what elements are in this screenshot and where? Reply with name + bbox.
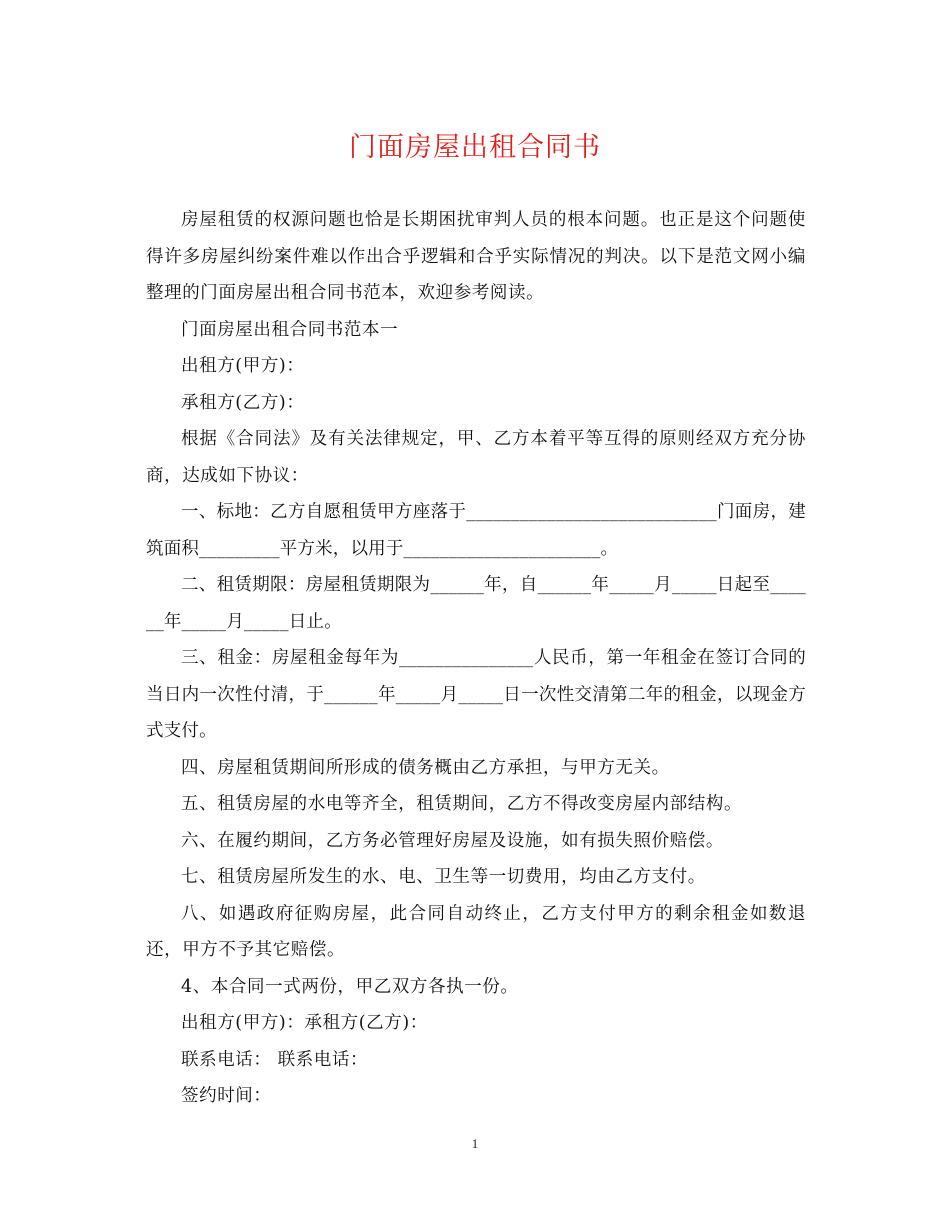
lessor-line: 出租方(甲方)： [181, 356, 305, 376]
signature-parties-line: 出租方(甲方)：承租方(乙方)： [181, 1013, 428, 1033]
template-heading: 门面房屋出租合同书范本一 [181, 319, 399, 340]
clause-utilities-structure: 五、租赁房屋的水电等齐全，租赁期间，乙方不得改变房屋内部结构。 [181, 794, 743, 814]
document-body [146, 202, 806, 1115]
clause-lease-term: 二、租赁期限：房屋租赁期限为______年，自______年_____月_____日起至______年_____月_____日止。 [146, 575, 806, 632]
clause-copies: 4、本合同一式两份，甲乙双方各执一份。 [181, 976, 519, 997]
contact-phone-line: 联系电话： 联系电话： [181, 1049, 369, 1070]
clause-maintenance: 六、在履约期间，乙方务必管理好房屋及设施，如有损失照价赔偿。 [181, 830, 724, 851]
intro-paragraph: 房屋租赁的权源问题也恰是长期困扰审判人员的根本问题。也正是这个问题使得许多房屋纠纷案件难以作出合乎逻辑和合乎实际情况的判决。以下是范文网小编整理的门面房屋出租合同书范本，欢迎参考阅读。 [146, 210, 806, 303]
clause-debts: 四、房屋租赁期间所形成的债务概由乙方承担，与甲方无关。 [181, 757, 670, 778]
clause-rent: 三、租金：房屋租金每年为_______________人民币，第一年租金在签订合同的当日内一次性付清，于______年_____月_____日一次性交清第二年的租金，以现金方式支付。 [146, 648, 806, 741]
page-number: 1 [471, 1136, 479, 1151]
agreement-preamble: 根据《合同法》及有关法律规定，甲、乙方本着平等互得的原则经双方充分协商，达成如下协议： [146, 429, 806, 486]
clause-premises: 一、标地：乙方自愿租赁甲方座落于____________________________门面房，建筑面积_________平方米，以用于______________________。 [146, 502, 806, 559]
document-title: 门面房屋出租合同书 [349, 132, 601, 163]
signing-date-line: 签约时间： [181, 1086, 272, 1106]
clause-expenses: 七、租赁房屋所发生的水、电、卫生等一切费用，均由乙方支付。 [181, 867, 706, 887]
clause-government-acquisition: 八、如遇政府征购房屋，此合同自动终止，乙方支付甲方的剩余租金如数退还，甲方不予其它赔偿。 [146, 903, 806, 960]
lessee-line: 承租方(乙方)： [181, 392, 305, 413]
